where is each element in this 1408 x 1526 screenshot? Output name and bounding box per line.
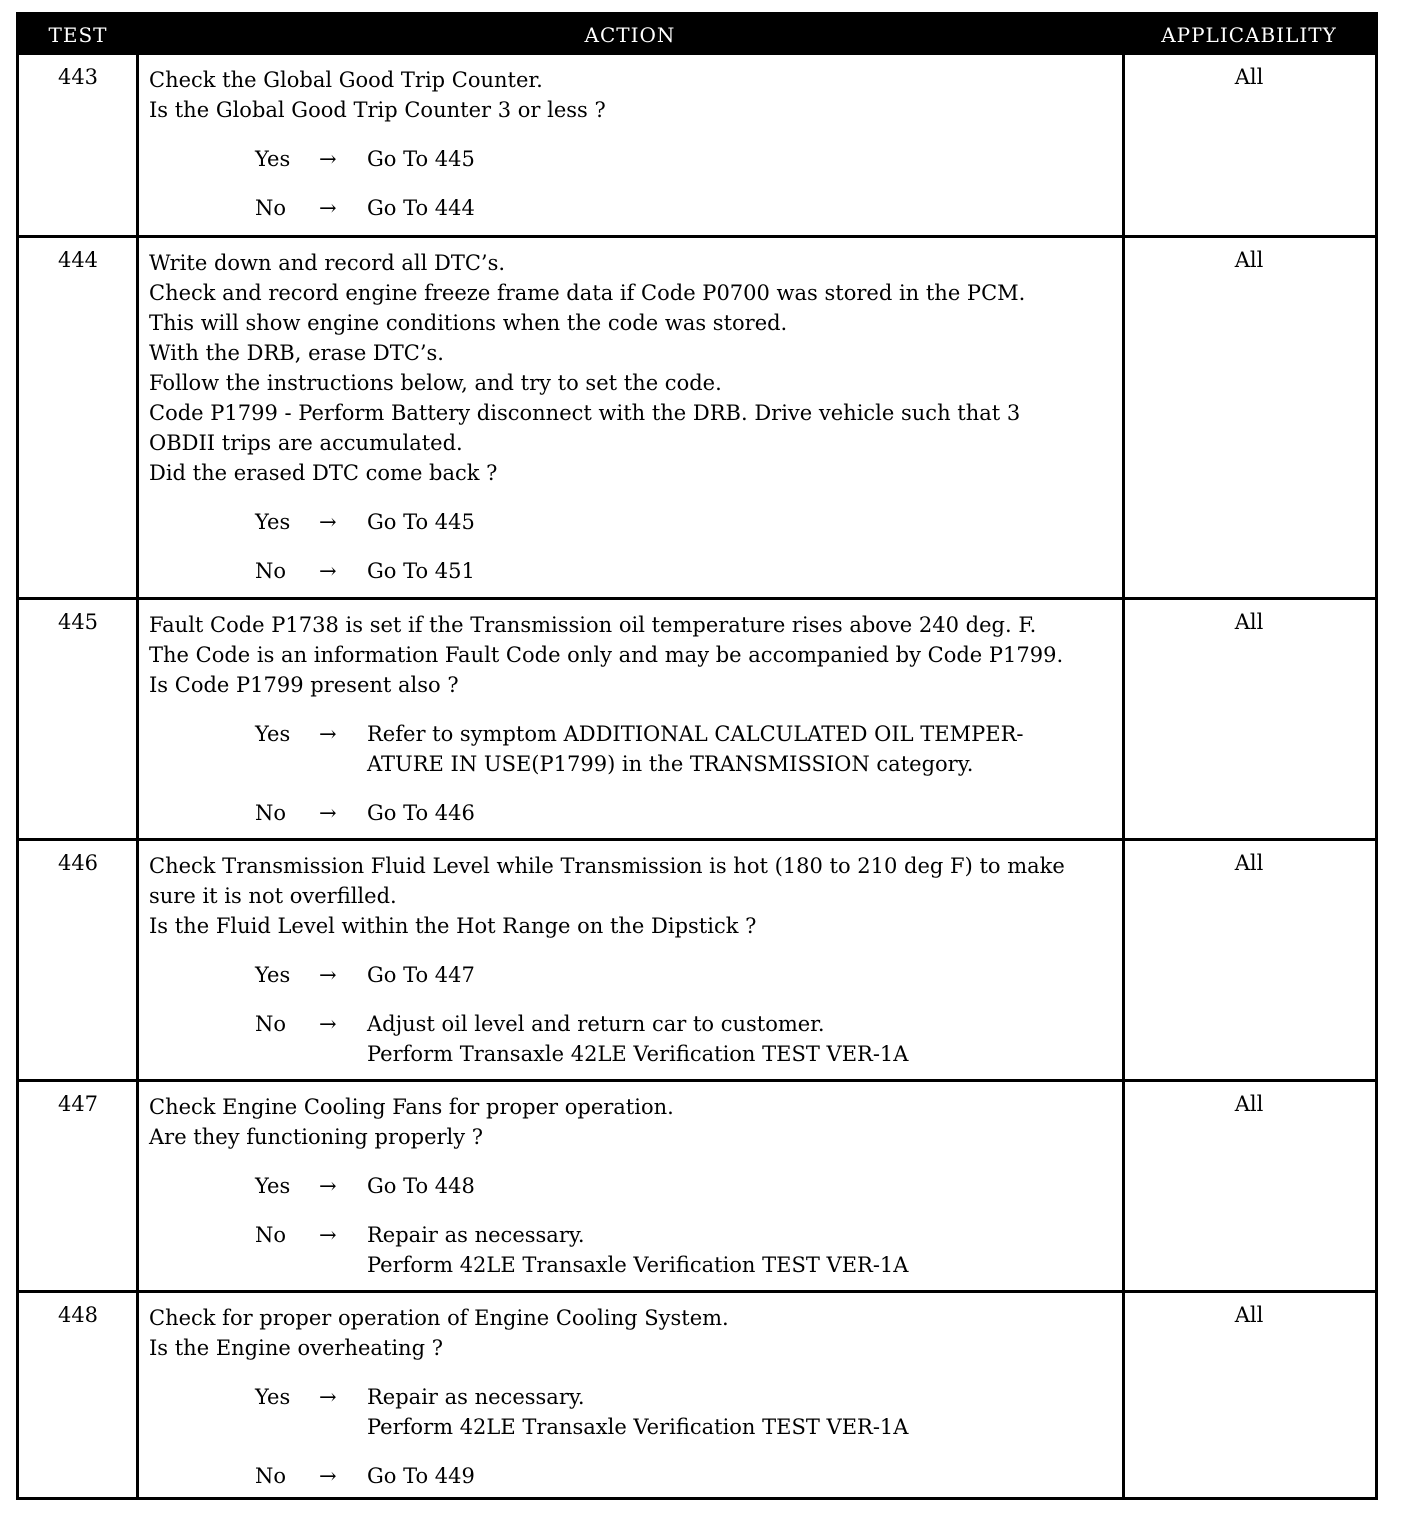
action-line: Is the Engine overheating ?	[149, 1336, 443, 1360]
branch-label: Yes	[255, 722, 291, 746]
action-line: Check for proper operation of Engine Cooling System.	[149, 1306, 729, 1330]
action-line: Is the Fluid Level within the Hot Range on the Dipstick ?	[149, 914, 757, 938]
test-number: 443	[57, 65, 99, 89]
branch-result	[367, 507, 475, 537]
branch-label: No	[255, 1012, 287, 1036]
result-line: Go To 444	[367, 196, 475, 220]
arrow-icon: →	[319, 963, 337, 987]
branch-result	[367, 1009, 908, 1069]
branch-label: Yes	[255, 1174, 291, 1198]
arrow-icon: →	[319, 1223, 337, 1247]
action-line: With the DRB, erase DTC’s.	[149, 341, 444, 365]
action-line: Write down and record all DTC’s.	[149, 251, 506, 275]
action-text	[149, 248, 1129, 586]
result-line: Repair as necessary.	[367, 1223, 585, 1247]
arrow-icon: →	[319, 722, 337, 746]
branch-yes	[149, 507, 1129, 537]
branch-yes	[149, 1382, 1129, 1442]
action-line: Did the erased DTC come back ?	[149, 461, 498, 485]
action-line: Follow the instructions below, and try to set the code.	[149, 371, 722, 395]
applicability-value: All	[1234, 1303, 1264, 1327]
applicability-value: All	[1234, 1092, 1264, 1116]
branch-result	[367, 960, 475, 990]
table-row	[19, 1079, 1375, 1290]
diagnostic-test-table	[16, 12, 1378, 1500]
action-text	[149, 1303, 1129, 1491]
header-action: ACTION	[584, 23, 676, 47]
branch-label: Yes	[255, 1385, 291, 1409]
table-row	[19, 235, 1375, 597]
result-line: Refer to symptom ADDITIONAL CALCULATED OIL TEMPER-	[367, 722, 1024, 746]
branch-no	[149, 1461, 1129, 1491]
branch-label: No	[255, 196, 287, 220]
branch-label: Yes	[255, 510, 291, 534]
result-line: Perform 42LE Transaxle Verification TEST VER-1A	[367, 1415, 909, 1439]
arrow-icon: →	[319, 801, 337, 825]
test-number: 447	[57, 1092, 99, 1116]
test-number: 444	[57, 248, 99, 272]
branch-label: No	[255, 1464, 287, 1488]
arrow-icon: →	[319, 1174, 337, 1198]
arrow-icon: →	[319, 1464, 337, 1488]
branch-result	[367, 1382, 908, 1442]
arrow-icon: →	[319, 1385, 337, 1409]
branch-label: No	[255, 1223, 287, 1247]
branch-result	[367, 1461, 475, 1491]
table-header	[19, 15, 1375, 55]
action-line: Check Engine Cooling Fans for proper operation.	[149, 1095, 674, 1119]
result-line: Go To 445	[367, 510, 475, 534]
branch-result	[367, 144, 475, 174]
applicability-value: All	[1234, 610, 1264, 634]
arrow-icon: →	[319, 559, 337, 583]
branch-yes	[149, 719, 1129, 779]
table-row	[19, 597, 1375, 838]
column-divider	[136, 841, 139, 1079]
action-text	[149, 851, 1129, 1069]
column-divider	[136, 600, 139, 838]
branch-label: No	[255, 801, 287, 825]
test-number: 446	[57, 851, 99, 875]
branch-no	[149, 1220, 1129, 1280]
action-text	[149, 1092, 1129, 1280]
action-line: Check the Global Good Trip Counter.	[149, 68, 543, 92]
arrow-icon: →	[319, 196, 337, 220]
table-row	[19, 55, 1375, 235]
arrow-icon: →	[319, 510, 337, 534]
test-number: 445	[57, 610, 99, 634]
branch-result	[367, 1220, 908, 1280]
result-line: Adjust oil level and return car to customer.	[367, 1012, 825, 1036]
branch-result	[367, 1171, 475, 1201]
result-line: Go To 447	[367, 963, 475, 987]
branch-result	[367, 556, 475, 586]
result-line: Perform Transaxle 42LE Verification TEST VER-1A	[367, 1042, 909, 1066]
arrow-icon: →	[319, 1012, 337, 1036]
result-line: Go To 448	[367, 1174, 475, 1198]
column-divider	[136, 238, 139, 597]
branch-yes	[149, 960, 1129, 990]
result-line: Go To 446	[367, 801, 475, 825]
arrow-icon: →	[319, 147, 337, 171]
branch-result	[367, 798, 475, 828]
action-line: This will show engine conditions when the code was stored.	[149, 311, 788, 335]
table-row	[19, 1290, 1375, 1497]
branch-result	[367, 193, 475, 223]
action-line: The Code is an information Fault Code only and may be accompanied by Code P1799.	[149, 643, 1064, 667]
action-line: sure it is not overfilled.	[149, 884, 397, 908]
branch-no	[149, 798, 1129, 828]
branch-no	[149, 193, 1129, 223]
result-line: Go To 445	[367, 147, 475, 171]
branch-label: Yes	[255, 963, 291, 987]
branch-yes	[149, 1171, 1129, 1201]
branch-yes	[149, 144, 1129, 174]
branch-label: No	[255, 559, 287, 583]
result-line: Repair as necessary.	[367, 1385, 585, 1409]
applicability-value: All	[1234, 65, 1264, 89]
action-line: Check and record engine freeze frame data if Code P0700 was stored in the PCM.	[149, 281, 1026, 305]
branch-no	[149, 1009, 1129, 1069]
table-row	[19, 838, 1375, 1079]
result-line: ATURE IN USE(P1799) in the TRANSMISSION category.	[367, 752, 974, 776]
applicability-value: All	[1234, 248, 1264, 272]
action-line: Are they functioning properly ?	[149, 1125, 484, 1149]
branch-label: Yes	[255, 147, 291, 171]
action-line: Is Code P1799 present also ?	[149, 673, 459, 697]
action-text	[149, 65, 1129, 223]
action-text	[149, 610, 1129, 828]
header-test: TEST	[48, 23, 108, 47]
action-line: Is the Global Good Trip Counter 3 or less ?	[149, 98, 606, 122]
applicability-value: All	[1234, 851, 1264, 875]
result-line: Go To 451	[367, 559, 475, 583]
action-line: Fault Code P1738 is set if the Transmission oil temperature rises above 240 deg. F.	[149, 613, 1037, 637]
branch-result	[367, 719, 1024, 779]
branch-no	[149, 556, 1129, 586]
header-applicability: APPLICABILITY	[1161, 23, 1337, 47]
test-number: 448	[57, 1303, 99, 1327]
action-line: OBDII trips are accumulated.	[149, 431, 463, 455]
action-line: Check Transmission Fluid Level while Transmission is hot (180 to 210 deg F) to make	[149, 854, 1065, 878]
action-line: Code P1799 - Perform Battery disconnect with the DRB. Drive vehicle such that 3	[149, 401, 1021, 425]
result-line: Perform 42LE Transaxle Verification TEST VER-1A	[367, 1253, 909, 1277]
result-line: Go To 449	[367, 1464, 475, 1488]
